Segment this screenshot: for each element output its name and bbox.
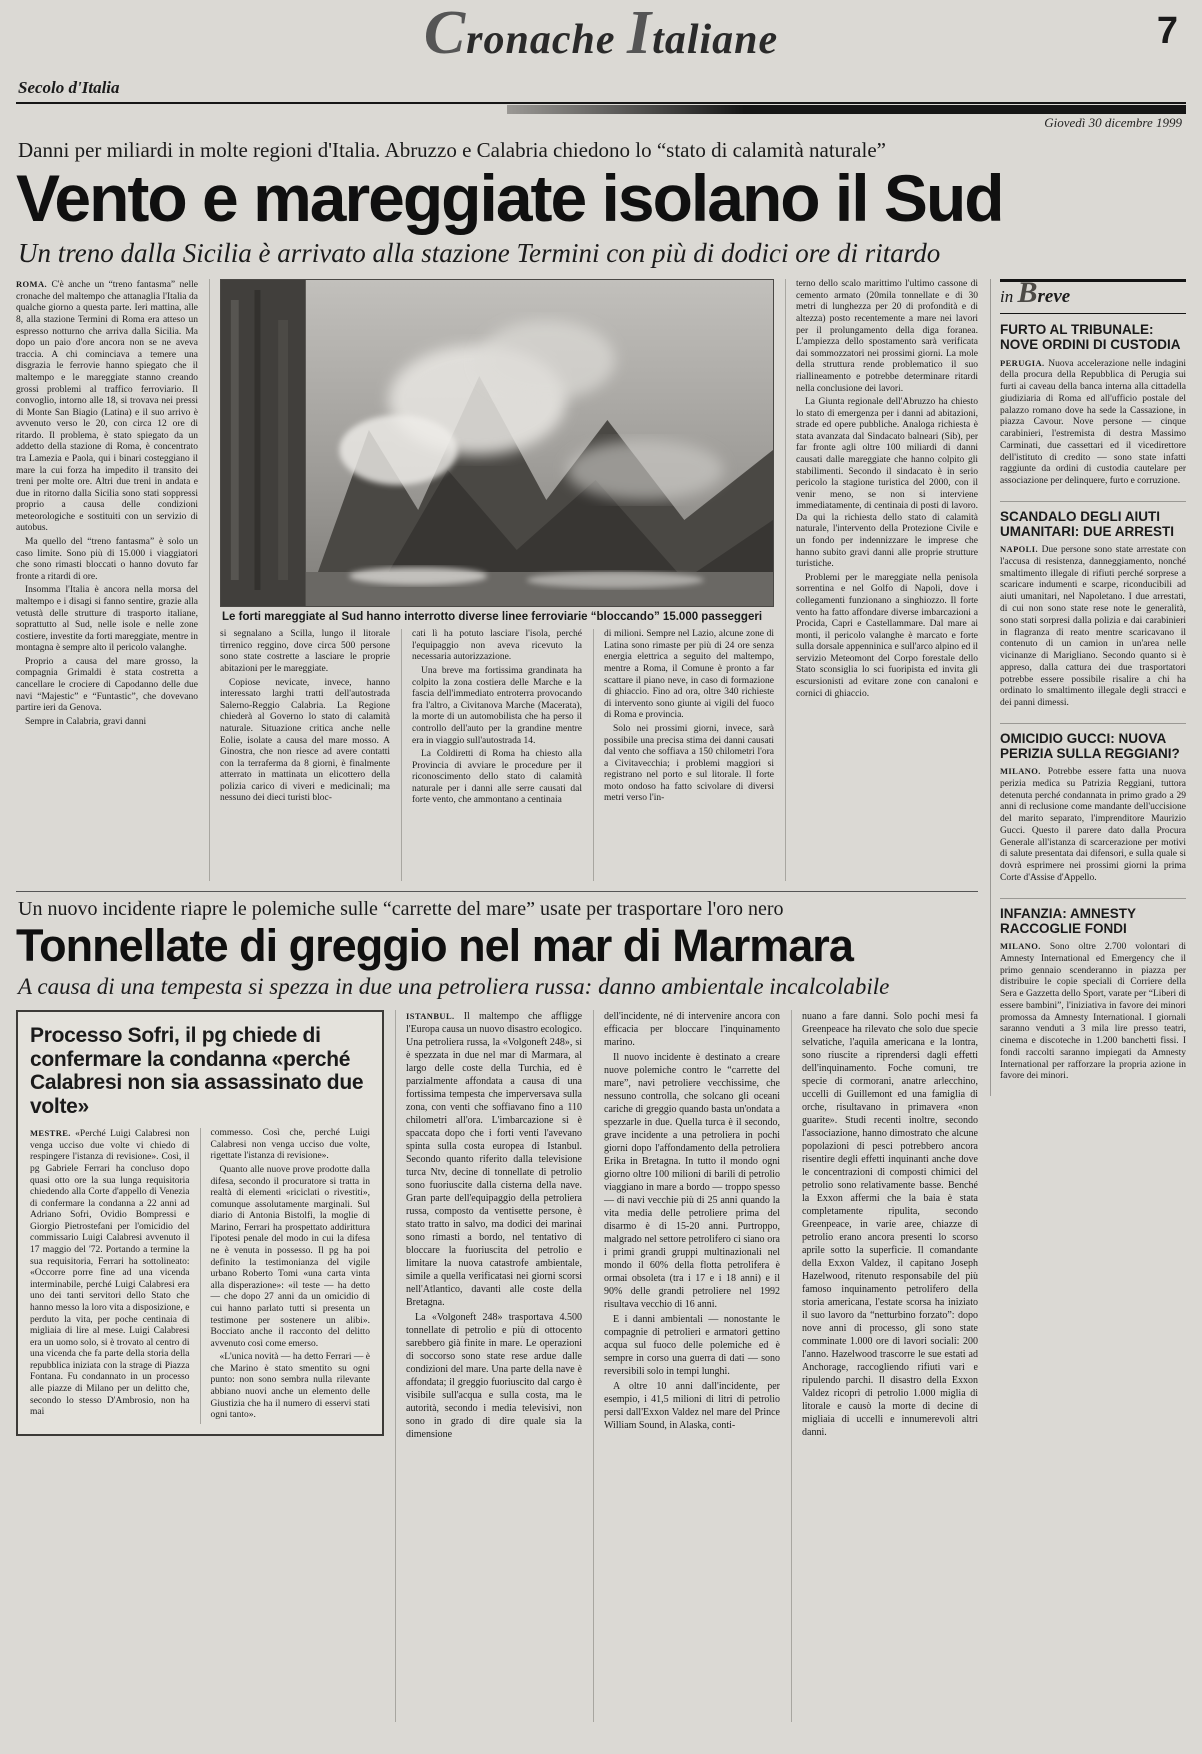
sidebar-item-title: OMICIDIO GUCCI: NUOVA PERIZIA SULLA REGGIANI? [1000,730,1180,761]
paragraph [16,537,198,583]
article2 [16,891,978,1722]
article1-column-4 [593,629,774,881]
sidebar-item-furto-tribunale [1000,322,1186,488]
paragraph [604,629,774,722]
city-lead: MILANO. [1000,940,1041,951]
paragraph-text: Una breve ma fortissima grandinata ha colpito la zona costiera delle Marche e la fascia dell'immediato entroterra provocando fra l'altro, a Civitanova Marche (Macerata), la morte di un automobilista che ha perso il controllo dell'auto per la grandine mentre era in viaggio sull'autostrada 14. [412,666,582,746]
paragraph-text: Insomma l'Italia è ancora nella morsa del maltempo e i disagi si fanno sentire, grazie alla vetustà delle strutture di trasporto italiane, soprattutto al Sud, nelle isole e nelle zone costiere, investite da forti mareggiate, mentre in montagna è sempre alto il pericolo valanghe. [16,585,198,654]
city-lead: MESTRE. [30,1128,71,1139]
paragraph-text: La «Volgoneft 248» trasportava 4.500 tonnellate di petrolio e più di ottocento sarebbero già finite in mare. Le operazioni di soccorso sono state rese ardue dalle condizioni del mare. Una parte della nave è affondata; il greggio fuoriuscito dal cargo è visibile sull'acqua e sulla costa, ma le autorità, secondo i media televisivi, non sono in grado di dire quale sia la dimensione [406,1312,582,1441]
article2-column-3 [791,1010,978,1722]
paragraph-text: «L'unica novità — ha detto Ferrari — è che Marino è stato smentito su ogni punto: non sono sembra nulla rilevante abbiano nuovi anche un elemento delle Giustizia che ha il numero di esservi stati ogni tanto». [210,1352,370,1421]
paragraph [211,1128,371,1163]
city-lead: ROMA. [16,279,48,290]
sidebar-item-text: Due persone sono state arrestate con l'accusa di resistenza, danneggiamento, nonché smaltimento illegale di rifiuti perché sorprese a scaricare indumenti e scarpe, riconducibili ad aiuti umanitari, nel Napoletano. I due arrestati, di cui non sono state rese note le generalità, sono stati sorpresi dalla polizia e dai carabinieri in flagranza di reato mentre scaricavano il contenuto di un camion in un'area nelle vicinanze di Marigliano. Secondo quanto si è appreso, dalla cattura dei due trasportatori potrebbe essere possibile risalire a chi ha ordinato lo smaltimento illegale degli stracci e dei panni dimessi. [1000,545,1186,709]
paragraph-text: Solo nei prossimi giorni, invece, sarà possibile una precisa stima dei danni causati dal vento che soffiava a 150 chilometri l'ora a Civitavecchia; i problemi maggiori si registrano nel porto e sul litorale. Il forte moto ondoso ha fatto scivolare di diversi metri verso l'in- [604,723,774,804]
paragraph-text: cati lì ha potuto lasciare l'isola, perché l'equipaggio non aveva ricevuto la necessaria autorizzazione. [412,629,582,663]
sofri-box-title: Processo Sofri, il pg chiede di confermare la condanna «perché Calabresi non sia assassinato due volte» [30,1024,364,1118]
paragraph [802,1010,978,1439]
paragraph [16,585,198,654]
paragraph [412,629,582,664]
article1-headline: Vento e mareggiate isolano il Sud [16,161,1003,235]
paragraph [211,1352,371,1421]
article2-column-2 [593,1010,780,1722]
paragraph [30,1128,190,1418]
paragraph [604,1051,780,1311]
city-lead: ISTANBUL. [406,1011,455,1022]
sidebar-item-title: FURTO AL TRIBUNALE: NOVE ORDINI DI CUSTODIA [1000,322,1181,353]
article1-center-columns [220,629,774,881]
paragraph [604,1313,780,1378]
sidebar-item-aiuti-umanitari [1000,501,1186,710]
paragraph-text: C'è anche un “treno fantasma” nelle cronache del maltempo che attanaglia l'Italia da qualche giorno a questa parte. Ieri mattina, alle 8, alla stazione Termini di Roma era atteso un espresso notturno che arriva dalla Sicilia. Ma dopo un paio d'ore ancora non se ne aveva traccia. A chi cominciava a temere una disgrazia le ferrovie hanno spiegato che il maltempo e le mareggiate stanno creando grossi problemi al traffico ferroviario. Il convoglio, intorno alle 18, si trovava nei pressi di Monte San Biagio (Latina) e il suo arrivo è avvenuto verso le 20, con circa 12 ore di ritardo. Il problema, è stato spiegato da un addetto della stazione di Roma, è concentrato tra Lamezia e Paola, qui i binari costeggiano il mare la cui forza ha impedito il transito dei treni per molte ore. Altri due treni in andata e due in ritorno dalla Sicilia sono stati soppressi proprio a causa delle condizioni meteorologiche e sostituiti con un servizio di autobus. [16,280,198,534]
paragraph-text: La Giunta regionale dell'Abruzzo ha chiesto lo stato di emergenza per i danni ad abitazioni, strade ed opere pubbliche. Analoga richiesta è stata avanzata dal Sindacato balneari (Sib), per far fronte agli oltre 100 miliardi di danni causati dalle mareggiate che hanno colpito gli stabilimenti. Secondo il sindacato è in serio pericolo la stagione turistica del 2000, con il venir meno, se non si interviene immediatamente, di centinaia di posti di lavoro. Da qui la richiesta dello stato di calamità naturale, l'intervento della Protezione Civile e un fondo per indennizzare le imprese che hanno subito gravi danni alle proprie strutture turistiche. [796,397,978,570]
sidebar-item-body [1000,941,1186,1083]
paragraph [16,657,198,715]
paragraph [406,1010,582,1309]
section-title-part1: ronache [466,17,628,63]
header-rule-bar [507,105,1186,114]
city-lead: NAPOLI. [1000,544,1038,555]
paragraph-text: Problemi per le mareggiate nella penisola sorrentina e nel Golfo di Napoli, dove i collegamenti funzionano a singhiozzo. Il forte vento ha fatto affondare diverse imbarcazioni a Procida, Capri e Castellammare. Dal mare ai monti, il pericolo valanghe è marcato e forte sulla dorsale appenninica e sull'arco alpino ed il servizio Meteomont del Corpo forestale dello Stato sconsiglia lo sci fuoripista ed invita gli escursionisti ad evitare zone con canaloni e cornici di ghiaccio. [796,572,978,699]
paragraph [604,1380,780,1432]
masthead [16,0,1186,102]
paragraph-text: di milioni. Sempre nel Lazio, alcune zone di Latina sono rimaste per più di 24 ore senza energia elettrica a seguito del maltempo, mentre a Roma, il Comune è pronto a far scattare il piano neve, in caso di formazione di ghiaccio. Fino ad ora, oltre 340 richieste di intervento sono giunte ai vigili del fuoco di Roma e provincia. [604,629,774,721]
article1-column-5 [785,279,978,881]
in-breve-word-reve: reve [1037,286,1071,308]
article1-column-1 [16,279,198,881]
sidebar-item-text: Sono oltre 2.700 volontari di Amnesty International ed Emergency che il primo gennaio scenderanno in piazza per distribuire le copie speciali di Corriere della Sera e Gazzetta dello Sport, varate per “Liberi di essere bambini”, l'iniziativa in favore dei minori promossa da Amnesty International. I giornali saranno venduti a 3 mila lire presso teatri, cinema e discoteche in 1.200 banchetti fissi. I fondi raccolti saranno impiegati da Amnesty International per rafforzare la propria azione in favore dei minori. [1000,941,1186,1082]
section-title [16,0,1186,67]
sidebar-item-infanzia-amnesty [1000,898,1186,1083]
article1-kicker: Danni per miliardi in molte regioni d'Italia. Abruzzo e Calabria chiedono lo “stato di calamità naturale” [18,138,886,162]
article1-column-3 [401,629,582,881]
paragraph [16,717,198,729]
paragraph [796,397,978,571]
in-breve-header [1000,279,1186,314]
section-title-initial-c: C [423,0,467,67]
sidebar-item-body [1000,544,1186,710]
article2-body [16,1010,978,1722]
paragraph-text: dell'incidente, né di intervenire ancora con efficacia per bloccare l'inquinamento marino. [604,1011,780,1049]
paragraph [220,678,390,805]
paragraph-text: Ma quello del “treno fantasma” è solo un caso limite. Sono più di 15.000 i viaggiatori che sono rimasti bloccati o hanno dovuto far fronte a ritardi di ore. [16,537,198,582]
paragraph-text: La Coldiretti di Roma ha chiesto alla Provincia di avviare le procedure per il riconoscimento dello stato di calamità naturale per i danni alle serre causati dal forte vento, che ammontano a centinaia [412,749,582,806]
header-rule [16,102,1186,130]
section-title-part2: taliane [652,17,779,63]
paragraph [796,573,978,700]
paper-name: Secolo d'Italia [18,78,120,97]
sofri-column-1 [30,1128,190,1423]
paragraph [211,1165,371,1350]
page-number: 7 [1156,10,1178,52]
sidebar-item-omicidio-gucci [1000,723,1186,885]
sidebar-item-text: Nuova accelerazione nelle indagini della procura della Repubblica di Perugia sui furti ai caveau della banca interna alla cittadella giudiziaria di Roma ed all'ufficio postale del palazzo romano dove ha sede la Cassazione, in piazza Cavour. Nove persone — cinque carabinieri, l'estremista di destra Massimo Carminati, due cassettari ed il vicedirettore dell'istituto di credito — sono state infatti raggiunte da ordini di custodia cautelare per associazione per delinquere, furto e corruzione. [1000,358,1186,487]
paragraph-text: Sempre in Calabria, gravi danni [25,716,147,727]
storm-photo-image [221,280,773,606]
city-lead: MILANO. [1000,766,1041,777]
article2-kicker: Un nuovo incidente riapre le polemiche sulle “carrette del mare” usate per trasportare l'oro nero [18,898,784,921]
article1-body [16,279,978,881]
paragraph [412,666,582,747]
article1-center [209,279,774,881]
paragraph [604,724,774,805]
sidebar-item-body [1000,766,1186,885]
in-breve-word-in: in [1000,287,1018,307]
sidebar-item-title: INFANZIA: AMNESTY RACCOGLIE FONDI [1000,905,1136,936]
paragraph [604,1010,780,1049]
article2-subhead: A causa di una tempesta si spezza in due una petroliera russa: danno ambientale incalcolabile [18,974,890,1000]
in-breve-sidebar [990,279,1186,1096]
photo-caption: Le forti mareggiate al Sud hanno interrotto diverse linee ferroviarie “bloccando” 15.000 passeggeri [222,611,763,624]
in-breve-initial-b: B [1017,279,1038,310]
paragraph-text: nuano a fare danni. Solo pochi mesi fa Greenpeace ha rilevato che solo due specie selvatiche, l'aquila americana e la lontra, sono riuscite a riprendersi dagli effetti dell'inquinamento. Foche comuni, tre specie di cormorani, anatre arlecchino, uccelli di Guillemont ed una famiglia di orche, risultavano in primavera «non guarite». Studi recenti inoltre, secondo l'associazione, hanno dimostrato che alcune popolazioni di pesci potrebbero ancora risentire degli effetti inquinanti anche dove le concentrazioni di composti chimici del petrolio sono relativamente basse. Benché la Exxon affermi che la baia è stata completamente ripulita, secondo Greenpeace, in varie aree, chiazze di petrolio erano ancora presenti lo scorso aprile sotto la superficie. Il comandante della Exxon Valdez, il capitano Joseph Hazelwood, ritenuto responsabile del più famoso inquinamento petrolifero della storia americana, l'estate scorsa ha iniziato il suo lavoro da “netturbino forzato”: dopo nove anni di processo, gli sono state comminate 1.000 ore di lavori sociali: 200 l'anno. Hazelwood trascorre le sue estati ad Anchorage, raccogliendo rifiuti vari e ripulendo parchi. Il disastro della Exxon Valdez ricoprì di petrolio 1.000 miglia di litorale e causò la morte di decine di migliaia di uccelli e innumerevoli altri danni. [802,1011,978,1439]
article1-header [16,138,1186,269]
paragraph-text: Il maltempo che affligge l'Europa causa un nuovo disastro ecologico. Una petroliera russa, la «Volgoneft 248», si è spezzata in due nel mar di Marmara, al largo delle coste della Turchia, ed è parzialmente affondata a causa di una fortissima tempesta che imperversava sulla zona, con venti che soffiavano fino a 110 chilometri all'ora. L'imbarcazione si è spaccata dopo che i forti venti l'avevano spinta sulla costa europea di Istanbul. Secondo quanto riferito dalla televisione turca Ntv, decine di tonnellate di petrolio sono fuoriuscite dalla cisterna della nave. Gran parte dell'equipaggio della petroliera russa, composto da ventisette persone, è stato tratto in salvo, ma dodici dei marinai sono rimasti a bordo, nel tentativo di bloccare la fuoriuscita del petrolio e limitare la nuova catastrofe ambientale, simile a quella verificatasi nei giorni scorsi nell'Atlantico, davanti alle coste della Bretagna. [406,1011,582,1309]
paragraph [16,279,198,535]
paragraph-text: Il nuovo incidente è destinato a creare nuove polemiche contro le “carrette del mare”, navi petroliere vecchissime, che nessuno controlla, che solcano gli oceani cariche di greggio quando basta un'ondata a spezzarle in due. Quella turca è il secondo, grave incidente a una petroliera in pochi giorni dopo l'affondamento della petroliera Erika in Bretagna. In tutto il mondo ogni giorno oltre 100 milioni di barili di petrolio viaggiano in mare a bordo — troppo spesso — di navi vecchie più di 25 anni quando la vita media delle petroliere prima del disarmo è di 15-20 anni. Purtroppo, malgrado nel settore petrolifero ci siano ora i primi grandi gruppi multinazionali nel mondo il 60% della flotta petrolifera è ormai obsoleta (tra i 17 e i 18 anni) e il 90% delle grandi petroliere nel 1992 risultava vecchio di 16 anni. [604,1052,780,1311]
sofri-box-columns [30,1128,370,1423]
storm-photo [220,279,774,607]
article2-column-1 [395,1010,582,1722]
sidebar-item-text: Potrebbe essere fatta una nuova perizia medica su Patrizia Reggiani, tuttora detenuta perché condannata in primo grado a 29 anni di reclusione come mandante dell'uccisione del marito separato, l'imprenditore Maurizio Gucci. Questo il parere dato dalla Procura Generale all'istanza di scarcerazione per motivi di salute presentata dai difensori, e sulla quale si dovrà esprimere nei prossimi giorni la prima Corte d'Assise d'Appello. [1000,767,1186,883]
article1-column-2 [220,629,390,881]
sofri-column-2 [200,1128,371,1423]
sidebar-item-body [1000,358,1186,488]
article1-subhead: Un treno dalla Sicilia è arrivato alla stazione Termini con più di dodici ore di ritardo [18,238,941,269]
edition-date: Giovedì 30 dicembre 1999 [1044,115,1182,130]
paragraph [220,629,390,675]
city-lead: PERUGIA. [1000,357,1045,368]
paragraph-text: si segnalano a Scilla, lungo il litorale tirrenico reggino, dove circa 500 persone sono state costrette a lasciare le proprie abitazioni per le mareggiate. [220,629,390,675]
paragraph [796,279,978,395]
paragraph-text: Proprio a causa del mare grosso, la compagnia Grimaldi è stata costretta a cancellare le crociere di Capodanno delle due navi “Majestic” e “Funtastic”, che dovevano partire ieri da Genova. [16,656,198,714]
sidebar-item-title: SCANDALO DEGLI AIUTI UMANITARI: DUE ARRESTI [1000,508,1174,540]
paragraph-text: terno dello scalo marittimo l'ultimo cassone di cemento armato (20mila tonnellate e di 30 metri di lunghezza per 20 di profondità e di altezza) posto recentemente a mare nei lavori per il prolungamento della diga foranea. L'ampiezza dello spostamento sarà verificata dai sommozzatori nei prossimi giorni. La mole della struttura rende problematico il suo riallineamento e potrebbe determinare ritardi nella conclusione dei lavori. [796,279,978,394]
paragraph [412,749,582,807]
paragraph-text: A oltre 10 anni dall'incidente, per esempio, i 41,5 milioni di litri di petrolio persi dall'Exxon Valdez nel mare del Prince William Sound, in Alaska, conti- [604,1381,780,1432]
sofri-box-article [16,1010,384,1436]
paragraph-text: Quanto alle nuove prove prodotte dalla difesa, secondo il procuratore si tratta in realtà di elementi «riciclati o rivestiti», comunque assolutamente marginali. Sul diario di Antonia Bistolfi, la moglie di Marino, Ferrari ha prospettato addirittura l'ipotesi penale del modo in cui la difesa ne è venuta in possesso. Il pg ha poi definito la testimonianza del vigile urbano Roberto Tomi «una carta vinta alla disperazione»: «il teste — ha detto — che dopo 27 anni da un omicidio di cui hanno parlato tutti si presenta un testimone per sostenere un alibi». Bocciato anche il racconto del delitto avvenuto così come emerso. [210,1165,370,1349]
section-title-initial-i: I [627,0,653,67]
article2-headline: Tonnellate di greggio nel mar di Marmara [16,920,853,972]
paragraph-text: «Perché Luigi Calabresi non venga ucciso due volte vi chiedo di respingere l'istanza di revisione». Così, il pg Gabriele Ferrari ha concluso dopo quasi otto ore la sua lunga requisitoria chiedendo alla Corte d'appello di Venezia di confermare la condanna a 22 anni ad Adriano Sofri, Ovidio Bompressi e Giorgio Pietrostefani per l'omicidio del commissario Luigi Calabresi avvenuto il 17 maggio del '72. Portando a termine la sua requisitoria, Ferrari ha sottolineato: «Occorre porre fine ad una vicenda interminabile, perché Luigi Calabresi era uno dei tanti servitori dello Stato che hanno messo la loro vita a disposizione, e perduto la vita, per poche centinaia di migliaia di lire al mese. Luigi Calabresi era un uomo solo, si è trovato al centro di una vicenda che fa parte della storia della repubblica iniziata con la strage di Piazza Fontana. Fu condannato in un processo alle piazze di Milano per un delitto che, secondo lo stesso D'Ambrosio, non ha mai [30,1129,190,1418]
paragraph-text: Copiose nevicate, invece, hanno interessato larghi tratti dell'autostrada Salerno-Reggio Calabria. La Regione chiederà al Governo lo stato di calamità naturale. Situazione critica anche nelle Eolie, isolate a causa del mare mosso. A Ginostra, che non riesce ad avere contatti con la terraferma da 8 giorni, è finalmente atterrato in mattinata un elicottero della polizia carico di viveri e medicinali; ma nessuno dei dieci turisti bloc- [220,677,390,804]
paragraph-text: E i danni ambientali — nonostante le compagnie di petrolieri e armatori gettino acqua sul fuoco delle polemiche ed è sempre in corso una guerra di dati — sono reversibili solo in tempi lunghi. [604,1314,780,1378]
paragraph [406,1311,582,1441]
paragraph-text: commesso. Così che, perché Luigi Calabresi non venga ucciso due volte, rigettate l'istanza di revisione». [210,1128,370,1162]
